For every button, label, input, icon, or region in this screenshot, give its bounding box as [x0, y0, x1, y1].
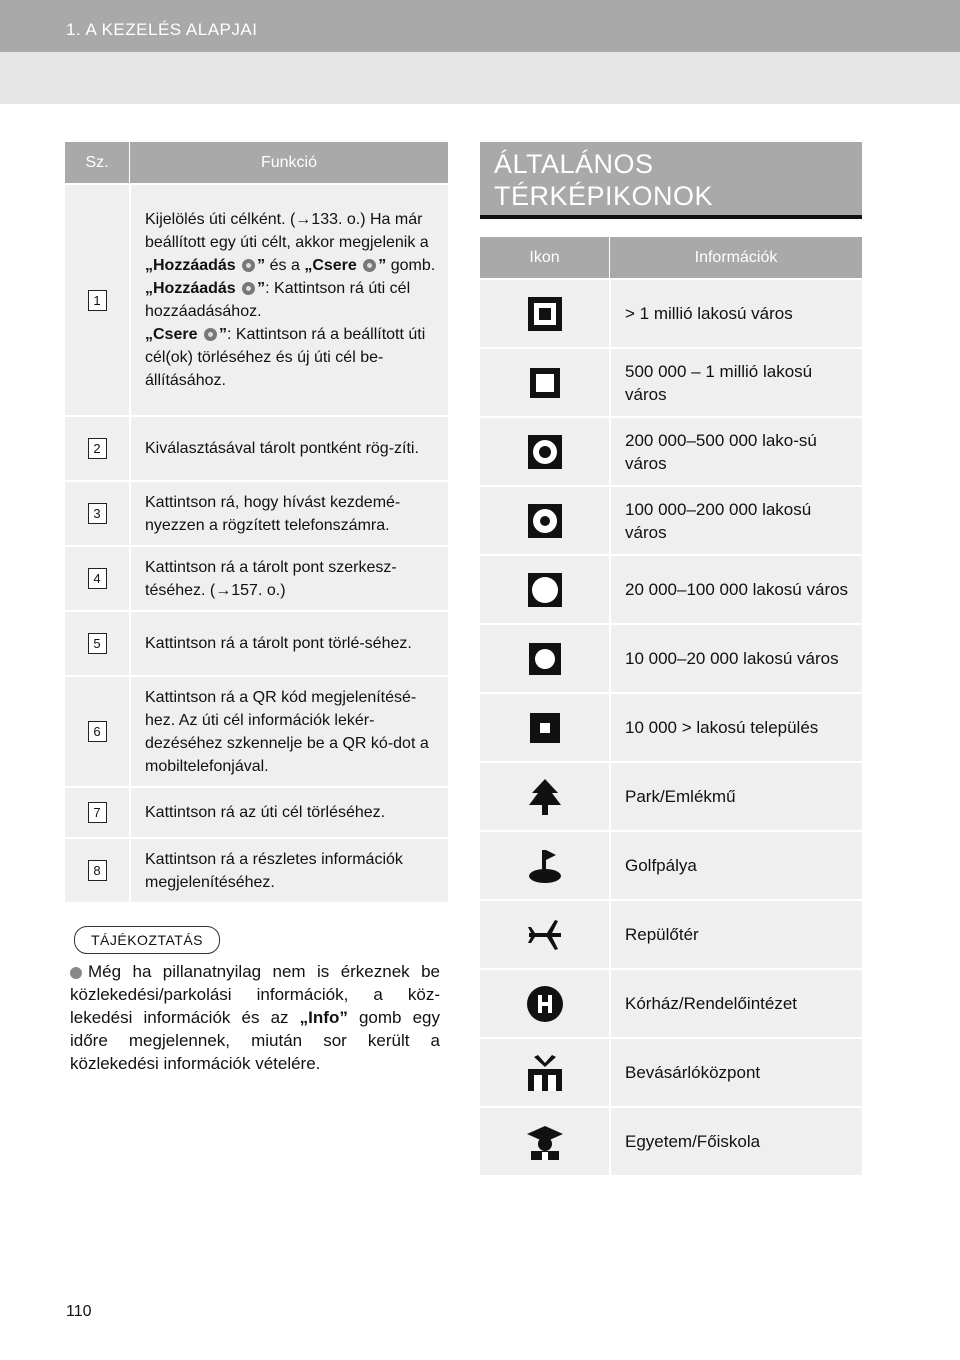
row-description: Kattintson rá a tárolt pont szerkesz-téséhez. (→157. o.)	[145, 558, 397, 599]
city-20k-icon	[528, 573, 562, 607]
university-icon	[527, 1124, 563, 1160]
header-bar	[0, 0, 960, 52]
icon-description: Egyetem/Főiskola	[625, 1132, 761, 1151]
button-icon	[363, 259, 376, 272]
settlement-icon	[530, 713, 560, 743]
icon-description: 200 000–500 000 lako-sú város	[625, 430, 817, 473]
map-icon-table-header	[480, 237, 862, 278]
table-row	[480, 830, 862, 899]
icon-description: Kórház/Rendelőintézet	[625, 994, 798, 1013]
golf-icon	[528, 848, 562, 884]
row-description: Kattintson rá az úti cél törléséhez.	[145, 804, 386, 821]
row-number: 1	[88, 290, 107, 311]
col-header-function: Funkció	[260, 153, 318, 171]
table-row	[480, 899, 862, 968]
row-number: 4	[88, 568, 107, 589]
page-number: 110	[66, 1303, 92, 1320]
park-icon	[528, 779, 562, 815]
row-number: 3	[88, 503, 107, 524]
icon-description: 100 000–200 000 lakosú város	[625, 499, 812, 542]
icon-description: Golfpálya	[625, 856, 697, 875]
row-number: 6	[88, 721, 107, 742]
function-table-header	[65, 142, 448, 183]
button-icon	[242, 282, 255, 295]
city-1m-icon	[528, 297, 562, 331]
table-row	[480, 1037, 862, 1106]
row-number: 2	[88, 438, 107, 459]
table-row	[480, 968, 862, 1037]
icon-description: Repülőtér	[625, 925, 699, 944]
table-row	[65, 415, 448, 480]
row-number: 5	[88, 633, 107, 654]
table-row	[480, 554, 862, 623]
table-row	[65, 837, 448, 902]
table-row	[480, 485, 862, 554]
title-rule	[480, 215, 862, 219]
info-badge: TÁJÉKOZTATÁS	[74, 926, 220, 954]
col-header-icon: Ikon	[480, 237, 610, 278]
function-table	[65, 142, 448, 902]
table-row	[65, 786, 448, 837]
icon-description: Park/Emlékmű	[625, 787, 736, 806]
table-row	[65, 183, 448, 415]
row-description: Kattintson rá a tárolt pont törlé-séhez.	[145, 635, 412, 652]
info-text: Még ha pillanatnyilag nem is érkeznek be közlekedési/parkolási információk, a köz-lekedési információk és az „Info” gomb egy időre megjelennek, miután sor került a közlekedési információk vételére.	[70, 962, 440, 1073]
shopping-icon	[528, 1055, 562, 1091]
col-header-info: Információk	[694, 248, 778, 266]
table-row	[65, 675, 448, 786]
row-description: Kijelölés úti célként. (→133. o.) Ha már beállított egy úti célt, akkor megjelenik a „Hozzáadás ” és a „Csere ” gomb. „Hozzáadás ”: Kattintson rá úti cél hozzáadásához. „Csere ”: Kattintson rá a beállított úti cél(ok) törléséhez és új úti cél be-állításához.	[145, 211, 436, 389]
icon-description: 20 000–100 000 lakosú város	[625, 580, 849, 599]
row-description: Kattintson rá a QR kód megjelenítésé-hez. Az úti cél információk lekér-dezéséhez szkennelje be a QR kó-dot a mobiltelefonjával.	[145, 688, 429, 775]
icon-description: Bevásárlóközpont	[625, 1063, 761, 1082]
city-100k-icon	[528, 504, 562, 538]
icon-description: > 1 millió lakosú város	[625, 304, 793, 323]
table-row	[480, 692, 862, 761]
row-number: 7	[88, 802, 107, 823]
city-200k-icon	[528, 435, 562, 469]
icon-description: 10 000 > lakosú település	[625, 718, 819, 737]
button-icon	[242, 259, 255, 272]
airport-icon	[527, 918, 563, 952]
table-row	[65, 610, 448, 675]
row-description: Kattintson rá, hogy hívást kezdemé-nyezzen a rögzített telefonszámra.	[145, 493, 401, 534]
table-row	[480, 623, 862, 692]
row-description: Kattintson rá a részletes információk megjelenítéséhez.	[145, 850, 403, 891]
header-band	[0, 52, 960, 104]
table-row	[480, 278, 862, 347]
table-row	[480, 761, 862, 830]
table-row	[480, 1106, 862, 1175]
table-row	[480, 416, 862, 485]
section-title: ÁLTALÁNOS TÉRKÉPIKONOK	[480, 142, 862, 217]
city-10k-icon	[529, 643, 561, 675]
row-number: 8	[88, 860, 107, 881]
hospital-icon	[527, 986, 563, 1022]
row-description: Kiválasztásával tárolt pontként rög-zíti.	[145, 440, 419, 457]
table-row	[65, 545, 448, 610]
col-header-number: Sz.	[65, 142, 130, 183]
map-icon-table	[480, 237, 862, 1175]
table-row	[65, 480, 448, 545]
chapter-title: 1. A KEZELÉS ALAPJAI	[66, 20, 258, 39]
button-icon	[204, 328, 217, 341]
icon-description: 10 000–20 000 lakosú város	[625, 649, 839, 668]
city-500k-icon	[530, 368, 560, 398]
icon-description: 500 000 – 1 millió lakosú város	[625, 361, 813, 404]
table-row	[480, 347, 862, 416]
